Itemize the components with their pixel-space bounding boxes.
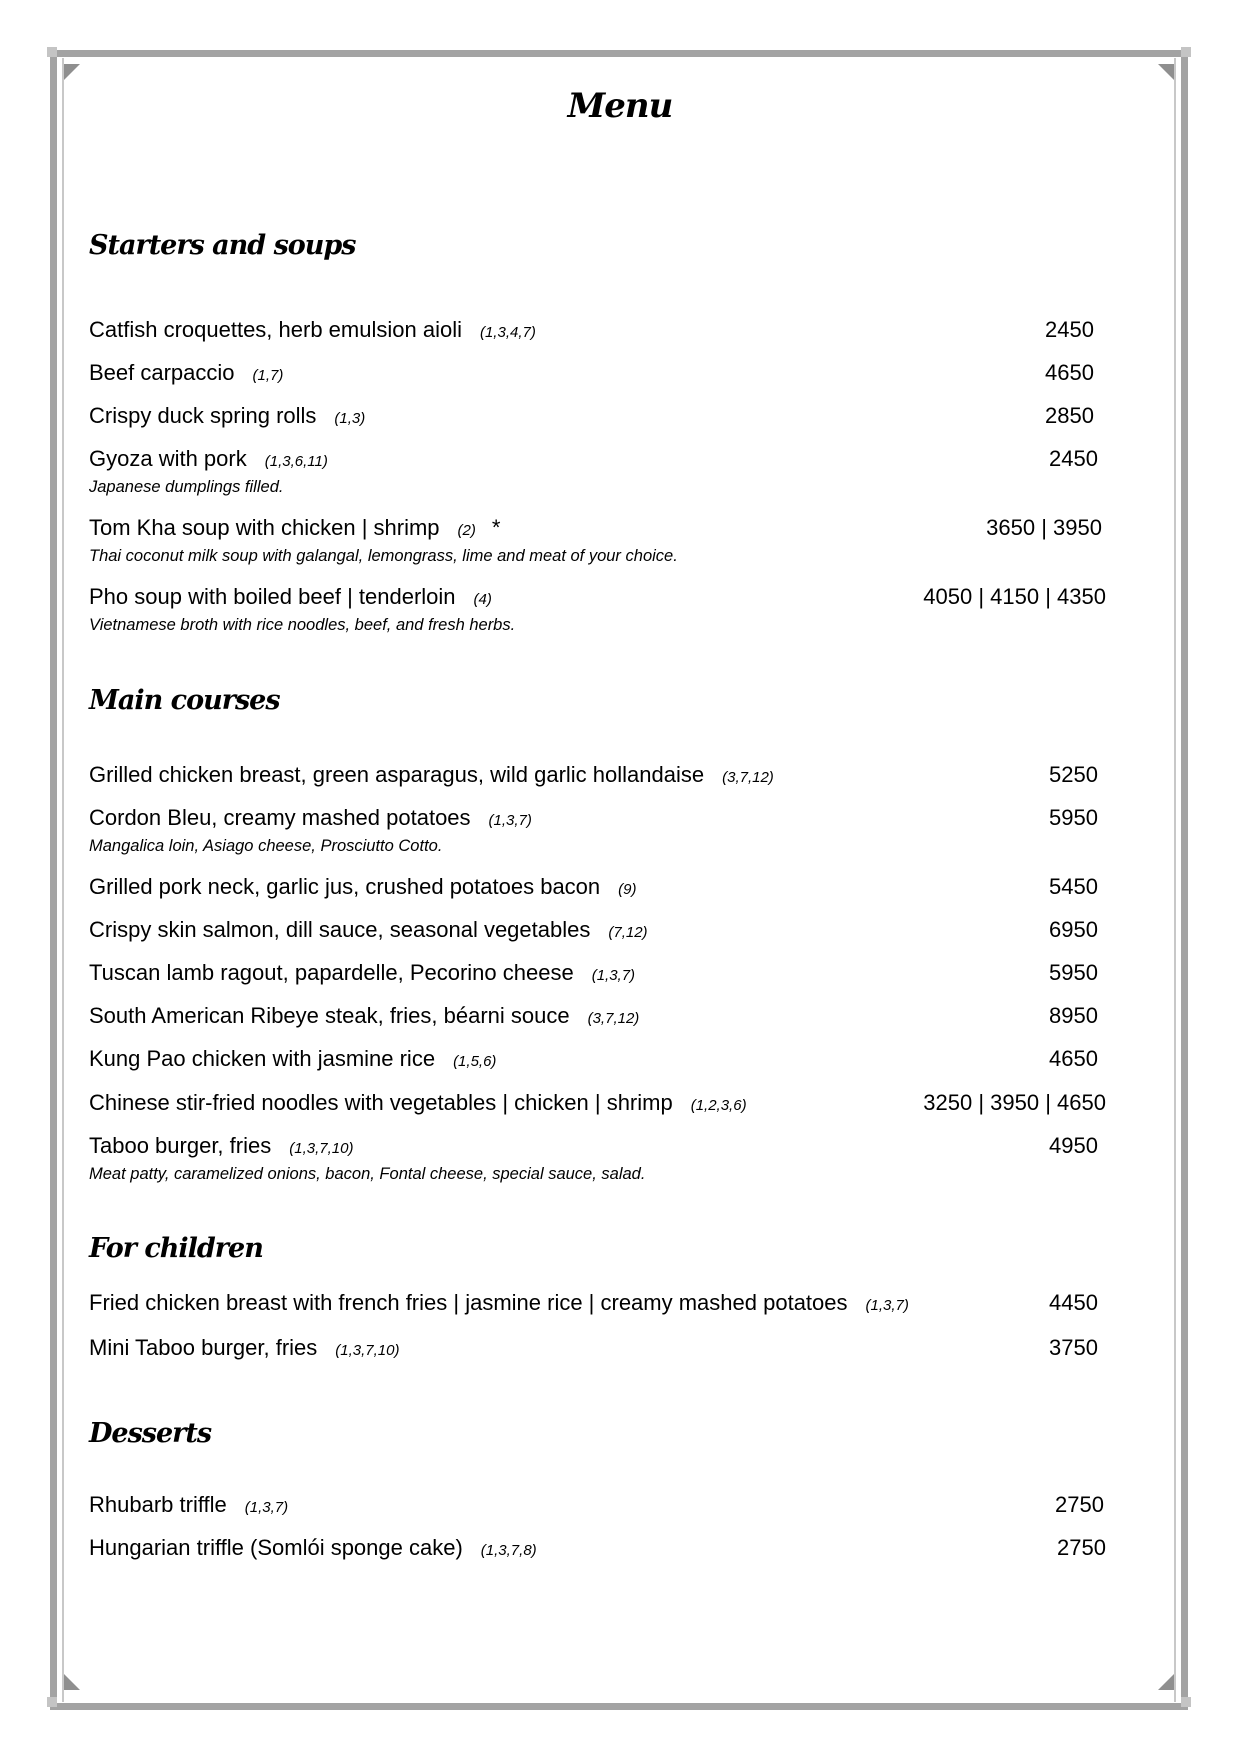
menu-item-price: 4650 (1045, 360, 1094, 385)
allergen-codes: (4) (473, 591, 492, 608)
menu-item-name: Hungarian triffle (Somlói sponge cake) (1,3,7,8) (89, 1535, 537, 1560)
menu-item-description: Meat patty, caramelized onions, bacon, Fontal cheese, special sauce, salad. (89, 1165, 646, 1183)
menu-item-name: Crispy duck spring rolls (1,3) (89, 403, 366, 428)
menu-item-name: Gyoza with pork (1,3,6,11) (89, 446, 328, 471)
section-heading-starters: Starters and soups (89, 230, 356, 261)
allergen-codes: (1,5,6) (453, 1053, 497, 1070)
menu-item-name: Crispy skin salmon, dill sauce, seasonal vegetables (7,12) (89, 917, 648, 942)
menu-item-name: Mini Taboo burger, fries (1,3,7,10) (89, 1335, 400, 1360)
menu-item-price: 2450 (1049, 446, 1098, 471)
allergen-codes: (1,3) (334, 410, 366, 427)
allergen-codes: (1,7) (252, 367, 284, 384)
menu-item-name: Fried chicken breast with french fries | jasmine rice | creamy mashed potatoes (1,3,7) (89, 1290, 909, 1315)
menu-item-price: 2750 (1057, 1535, 1106, 1560)
menu-item-price: 4950 (1049, 1133, 1098, 1158)
allergen-codes: (1,3,7,10) (289, 1140, 354, 1157)
menu-item-name: Grilled pork neck, garlic jus, crushed potatoes bacon (9) (89, 874, 637, 899)
menu-item-description: Mangalica loin, Asiago cheese, Prosciutto Cotto. (89, 837, 443, 855)
menu-item-price: 8950 (1049, 1003, 1098, 1028)
corner-ornament (47, 1697, 57, 1707)
allergen-codes: (1,3,7) (244, 1499, 289, 1516)
allergen-codes: (1,3,6,11) (264, 453, 328, 470)
menu-item-description: Thai coconut milk soup with galangal, lemongrass, lime and meat of your choice. (89, 547, 678, 565)
page-title: Menu (567, 86, 673, 126)
menu-item-price: 4450 (1049, 1290, 1098, 1315)
section-heading-main-courses: Main courses (89, 685, 280, 716)
allergen-codes: (3,7,12) (722, 769, 774, 786)
menu-item-price: 6950 (1049, 917, 1098, 942)
section-heading-for-children: For children (89, 1233, 263, 1264)
menu-item-price: 2750 (1055, 1492, 1104, 1517)
menu-item-price: 5950 (1049, 960, 1098, 985)
corner-ornament (1181, 1697, 1191, 1707)
allergen-codes: (3,7,12) (587, 1010, 640, 1027)
menu-item-name: Tuscan lamb ragout, papardelle, Pecorino cheese (1,3,7) (89, 960, 636, 985)
asterisk-marker: * (491, 515, 501, 540)
menu-item-name: Beef carpaccio (1,7) (89, 360, 284, 385)
menu-item-name: Catfish croquettes, herb emulsion aioli (1,3,4,7) (89, 317, 536, 342)
menu-item-name: Chinese stir-fried noodles with vegetables | chicken | shrimp (1,2,3,6) (89, 1090, 747, 1115)
menu-item-price: 4650 (1049, 1046, 1098, 1071)
corner-ornament (1181, 47, 1191, 57)
allergen-codes: (1,3,7) (591, 967, 636, 984)
menu-item-price: 3250 | 3950 | 4650 (923, 1090, 1106, 1115)
corner-triangle (1158, 64, 1174, 80)
allergen-codes: (2) (457, 522, 476, 539)
menu-item-name: Grilled chicken breast, green asparagus, wild garlic hollandaise (3,7,12) (89, 762, 774, 787)
menu-item-price: 5250 (1049, 762, 1098, 787)
menu-item-price: 5450 (1049, 874, 1098, 899)
menu-item-price: 3650 | 3950 (986, 515, 1102, 540)
menu-item-description: Vietnamese broth with rice noodles, beef, and fresh herbs. (89, 616, 516, 634)
menu-item-price: 2850 (1045, 403, 1094, 428)
allergen-codes: (7,12) (608, 924, 648, 941)
menu-item-price: 3750 (1049, 1335, 1098, 1360)
allergen-codes: (1,3,7,10) (335, 1342, 400, 1359)
menu-item-name: Rhubarb triffle (1,3,7) (89, 1492, 289, 1517)
corner-triangle (64, 1674, 80, 1690)
menu-item-name: South American Ribeye steak, fries, béarni souce (3,7,12) (89, 1003, 640, 1028)
allergen-codes: (9) (618, 881, 637, 898)
corner-triangle (64, 64, 80, 80)
menu-item-name: Taboo burger, fries (1,3,7,10) (89, 1133, 354, 1158)
menu-item-name: Pho soup with boiled beef | tenderloin (4) (89, 584, 492, 609)
allergen-codes: (1,3,7) (865, 1297, 909, 1314)
menu-item-name: Kung Pao chicken with jasmine rice (1,5,6) (89, 1046, 497, 1071)
allergen-codes: (1,3,4,7) (479, 324, 536, 341)
corner-ornament (47, 47, 57, 57)
allergen-codes: (1,3,7,8) (480, 1542, 537, 1559)
menu-item-price: 4050 | 4150 | 4350 (923, 584, 1106, 609)
menu-item-description: Japanese dumplings filled. (89, 478, 284, 496)
menu-item-name: Tom Kha soup with chicken | shrimp (2) * (89, 515, 501, 540)
menu-item-price: 5950 (1049, 805, 1098, 830)
allergen-codes: (1,2,3,6) (690, 1097, 747, 1114)
section-heading-desserts: Desserts (89, 1418, 212, 1449)
menu-item-name: Cordon Bleu, creamy mashed potatoes (1,3,7) (89, 805, 532, 830)
menu-item-price: 2450 (1045, 317, 1094, 342)
corner-triangle (1158, 1674, 1174, 1690)
allergen-codes: (1,3,7) (488, 812, 532, 829)
